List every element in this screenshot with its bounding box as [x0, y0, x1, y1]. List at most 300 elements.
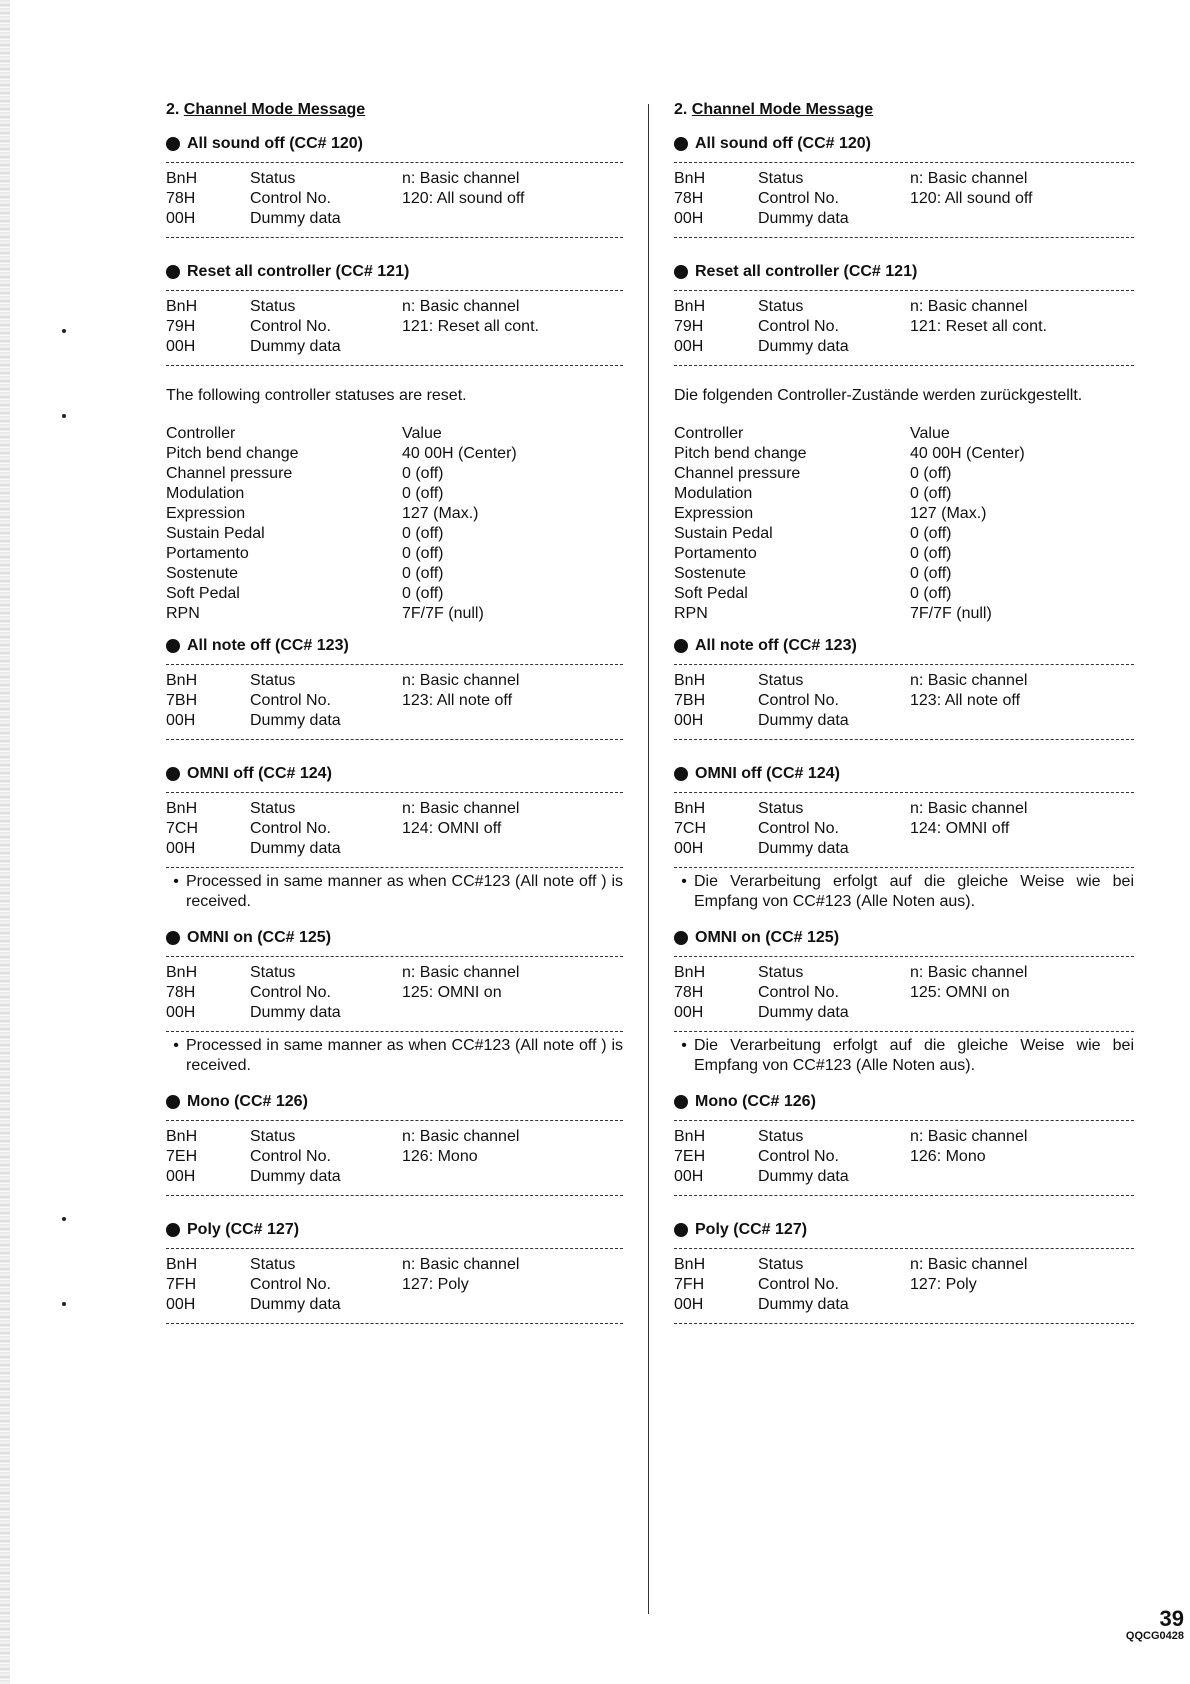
heading-number: 2. [674, 101, 688, 118]
message-row [674, 1003, 1134, 1023]
note-bullet: • [173, 873, 179, 890]
controller-row [166, 544, 623, 564]
controller-row [674, 544, 1134, 564]
hex-byte: 00H [674, 210, 704, 227]
hex-byte: BnH [674, 298, 706, 315]
byte-role: Dummy data [758, 1296, 849, 1313]
section-title [166, 762, 623, 786]
message-row [674, 1275, 1134, 1295]
message-row [166, 819, 623, 839]
section-title-text: All sound off (CC# 120) [187, 135, 364, 152]
controller-name: Soft Pedal [166, 585, 240, 602]
controller-value: 0 (off) [402, 585, 444, 602]
byte-value: 120: All sound off [402, 190, 525, 207]
controller-name: Channel pressure [166, 465, 293, 482]
message-section [166, 132, 623, 252]
scan-speck [62, 329, 66, 333]
section-note [674, 868, 1134, 918]
byte-value [402, 1167, 623, 1187]
byte-role: Status [758, 800, 804, 817]
controller-row [674, 444, 1134, 464]
byte-value [910, 1167, 1134, 1187]
controller-value: 0 (off) [910, 465, 952, 482]
byte-role: Status [250, 800, 296, 817]
controller-name: Pitch bend change [166, 445, 299, 462]
controller-row [674, 424, 1134, 444]
controller-name: Portamento [674, 545, 757, 562]
byte-value: n: Basic channel [910, 672, 1028, 689]
message-row [166, 297, 623, 317]
message-row [166, 691, 623, 711]
byte-value: n: Basic channel [402, 964, 520, 981]
byte-role: Control No. [758, 190, 839, 207]
note-text: Die Verarbeitung erfolgt auf die gleiche Weise wie bei Empfang von CC#123 (Alle Noten aus). [694, 1037, 1134, 1074]
hex-byte: 00H [674, 712, 704, 729]
spacer [674, 366, 1134, 380]
bullet-icon [674, 931, 688, 945]
page-heading [674, 98, 1134, 122]
german-column [674, 98, 1134, 1338]
message-table [674, 793, 1134, 867]
hex-byte: BnH [674, 800, 706, 817]
message-row [674, 799, 1134, 819]
scan-speck [62, 1217, 66, 1221]
message-row [674, 209, 1134, 229]
hex-byte: 79H [166, 318, 196, 335]
hex-byte: 00H [166, 210, 196, 227]
page-heading [166, 98, 623, 122]
message-row [166, 671, 623, 691]
byte-role: Status [758, 672, 804, 689]
message-table [166, 665, 623, 739]
controller-value: 40 00H (Center) [402, 445, 517, 462]
hex-byte: BnH [166, 170, 198, 187]
section-title [674, 634, 1134, 658]
bullet-icon [166, 1095, 180, 1109]
message-table [166, 793, 623, 867]
byte-value: n: Basic channel [910, 1256, 1028, 1273]
byte-value: n: Basic channel [910, 964, 1028, 981]
byte-role: Dummy data [250, 1296, 341, 1313]
hex-byte: 00H [166, 712, 196, 729]
controller-name: Portamento [166, 545, 249, 562]
byte-value: n: Basic channel [910, 298, 1028, 315]
bullet-icon [166, 1223, 180, 1237]
byte-role: Dummy data [250, 840, 341, 857]
controller-value: 0 (off) [402, 465, 444, 482]
byte-role: Control No. [758, 984, 839, 1001]
hex-byte: 00H [166, 1004, 196, 1021]
byte-value: n: Basic channel [402, 298, 520, 315]
section-title-text: All note off (CC# 123) [695, 637, 857, 654]
controller-row [674, 484, 1134, 504]
message-table [674, 1249, 1134, 1323]
byte-role: Dummy data [758, 210, 849, 227]
byte-role: Control No. [758, 820, 839, 837]
message-section [674, 260, 1134, 380]
message-row [674, 169, 1134, 189]
byte-role: Status [250, 1256, 296, 1273]
scan-speck [62, 414, 66, 418]
byte-role: Status [250, 170, 296, 187]
byte-value [910, 1295, 1134, 1315]
controller-name: Expression [166, 505, 246, 522]
section-title [674, 762, 1134, 786]
controller-row [674, 584, 1134, 604]
byte-value: 124: OMNI off [402, 820, 502, 837]
hex-byte: 7EH [166, 1148, 198, 1165]
byte-value: n: Basic channel [910, 1128, 1028, 1145]
spacer [166, 1324, 623, 1338]
controller-name: Sostenute [166, 565, 239, 582]
reset-intro: Die folgenden Controller-Zustände werden zurückgestellt. [674, 387, 1083, 404]
message-row [674, 1127, 1134, 1147]
byte-role: Control No. [758, 1276, 839, 1293]
byte-role: Dummy data [758, 1168, 849, 1185]
message-row [674, 297, 1134, 317]
message-row [674, 189, 1134, 209]
byte-role: Control No. [250, 190, 331, 207]
controller-name: RPN [166, 605, 200, 622]
controller-value: 0 (off) [402, 485, 444, 502]
byte-role: Status [758, 964, 804, 981]
scan-edge [0, 0, 10, 1684]
spacer [166, 740, 623, 754]
controller-name: Controller [166, 425, 236, 442]
section-title-text: OMNI on (CC# 125) [695, 929, 840, 946]
controller-row [166, 464, 623, 484]
message-section [674, 1218, 1134, 1338]
section-title [674, 132, 1134, 156]
controller-name: RPN [674, 605, 708, 622]
byte-role: Dummy data [758, 1004, 849, 1021]
message-row [166, 317, 623, 337]
message-row [166, 983, 623, 1003]
byte-role: Control No. [250, 1276, 331, 1293]
hex-byte: BnH [166, 298, 198, 315]
controller-table [166, 424, 623, 624]
byte-value: 123: All note off [402, 692, 513, 709]
byte-value: 123: All note off [910, 692, 1021, 709]
controller-name: Pitch bend change [674, 445, 807, 462]
spacer [166, 238, 623, 252]
note-bullet: • [681, 873, 687, 890]
section-note [166, 1032, 623, 1082]
controller-name: Expression [674, 505, 754, 522]
byte-value [910, 839, 1134, 859]
byte-role: Control No. [758, 692, 839, 709]
message-row [166, 799, 623, 819]
message-row [166, 1147, 623, 1167]
byte-value [910, 209, 1134, 229]
column-divider [648, 104, 649, 1614]
controller-row [166, 484, 623, 504]
message-table [166, 1121, 623, 1195]
controller-row [674, 524, 1134, 544]
section-title-text: Reset all controller (CC# 121) [695, 263, 918, 280]
hex-byte: 00H [166, 1296, 196, 1313]
byte-value: 127: Poly [910, 1276, 977, 1293]
english-column [166, 98, 623, 1338]
note-bullet: • [173, 1037, 179, 1054]
message-row [166, 337, 623, 357]
hex-byte: BnH [674, 170, 706, 187]
byte-role: Dummy data [758, 338, 849, 355]
message-section [166, 634, 623, 754]
section-title [166, 1090, 623, 1114]
message-row [674, 317, 1134, 337]
controller-row [166, 564, 623, 584]
byte-role: Dummy data [758, 840, 849, 857]
section-title [674, 1218, 1134, 1242]
byte-value: n: Basic channel [402, 800, 520, 817]
byte-role: Dummy data [250, 712, 341, 729]
document-code: QQCG0428 [1125, 1630, 1184, 1642]
spacer [674, 740, 1134, 754]
hex-byte: 00H [674, 1168, 704, 1185]
byte-value [402, 209, 623, 229]
message-section [674, 1090, 1134, 1210]
section-title-text: Poly (CC# 127) [187, 1221, 300, 1238]
byte-value: 127: Poly [402, 1276, 469, 1293]
byte-value [910, 337, 1134, 357]
controller-value: 0 (off) [910, 485, 952, 502]
controller-name: Controller [674, 425, 744, 442]
section-note [674, 1032, 1134, 1082]
byte-value: 125: OMNI on [402, 984, 502, 1001]
byte-value: 126: Mono [402, 1148, 478, 1165]
message-table [674, 665, 1134, 739]
message-row [674, 1255, 1134, 1275]
message-row [166, 1275, 623, 1295]
bullet-icon [166, 767, 180, 781]
controller-row [674, 464, 1134, 484]
controller-value: 127 (Max.) [910, 505, 987, 522]
section-title [166, 634, 623, 658]
spacer [674, 1324, 1134, 1338]
message-section [166, 260, 623, 380]
hex-byte: BnH [166, 964, 198, 981]
section-title-text: OMNI on (CC# 125) [187, 929, 332, 946]
message-section [166, 762, 623, 918]
section-title-text: All note off (CC# 123) [187, 637, 349, 654]
hex-byte: 7BH [166, 692, 198, 709]
page-footer [1126, 1608, 1184, 1643]
section-title [166, 132, 623, 156]
note-text: Processed in same manner as when CC#123 (All note off ) is received. [186, 873, 623, 910]
hex-byte: 7BH [674, 692, 706, 709]
controller-name: Sustain Pedal [674, 525, 773, 542]
hex-byte: BnH [674, 1128, 706, 1145]
controller-value: 7F/7F (null) [910, 605, 992, 622]
byte-role: Status [758, 298, 804, 315]
byte-role: Dummy data [250, 210, 341, 227]
message-row [674, 983, 1134, 1003]
controller-value: 0 (off) [910, 545, 952, 562]
controller-row [166, 444, 623, 464]
message-row [674, 963, 1134, 983]
note-bullet: • [681, 1037, 687, 1054]
section-title-text: OMNI off (CC# 124) [695, 765, 840, 782]
bullet-icon [674, 639, 688, 653]
controller-value: Value [402, 425, 442, 442]
message-row [674, 671, 1134, 691]
hex-byte: BnH [166, 800, 198, 817]
byte-value: 126: Mono [910, 1148, 986, 1165]
controller-row [674, 564, 1134, 584]
message-row [674, 1167, 1134, 1187]
bullet-icon [674, 1223, 688, 1237]
message-row [166, 1255, 623, 1275]
spacer [674, 238, 1134, 252]
byte-value: n: Basic channel [402, 1128, 520, 1145]
hex-byte: 79H [674, 318, 704, 335]
hex-byte: 78H [674, 190, 704, 207]
controller-name: Sostenute [674, 565, 747, 582]
note-text: Die Verarbeitung erfolgt auf die gleiche Weise wie bei Empfang von CC#123 (Alle Noten aus). [694, 873, 1134, 910]
controller-value: 0 (off) [910, 585, 952, 602]
controller-row [166, 504, 623, 524]
message-row [166, 189, 623, 209]
controller-row [166, 424, 623, 444]
controller-value: 40 00H (Center) [910, 445, 1025, 462]
spacer [674, 1196, 1134, 1210]
controller-name: Modulation [674, 485, 753, 502]
message-section [674, 132, 1134, 252]
heading-text: Channel Mode Message [691, 101, 874, 118]
message-section [166, 1090, 623, 1210]
bullet-icon [674, 137, 688, 151]
byte-value: 121: Reset all cont. [402, 318, 539, 335]
byte-value: n: Basic channel [402, 672, 520, 689]
section-title [674, 260, 1134, 284]
byte-role: Status [758, 1256, 804, 1273]
bullet-icon [166, 137, 180, 151]
byte-value: n: Basic channel [402, 1256, 520, 1273]
hex-byte: 00H [674, 1004, 704, 1021]
hex-byte: 7FH [166, 1276, 197, 1293]
note-text: Processed in same manner as when CC#123 (All note off ) is received. [186, 1037, 623, 1074]
section-note [166, 868, 623, 918]
message-row [674, 691, 1134, 711]
byte-value [402, 711, 623, 731]
message-row [166, 209, 623, 229]
byte-value [402, 1295, 623, 1315]
message-row [166, 169, 623, 189]
message-table [674, 1121, 1134, 1195]
byte-value [910, 711, 1134, 731]
heading-number: 2. [166, 101, 180, 118]
hex-byte: 00H [166, 840, 196, 857]
byte-role: Control No. [250, 984, 331, 1001]
hex-byte: 7CH [166, 820, 199, 837]
message-table [166, 1249, 623, 1323]
message-row [674, 839, 1134, 859]
hex-byte: BnH [674, 964, 706, 981]
hex-byte: 00H [674, 840, 704, 857]
bullet-icon [674, 265, 688, 279]
page-number: 39 [1159, 1606, 1184, 1631]
hex-byte: 00H [166, 338, 196, 355]
message-row [674, 337, 1134, 357]
byte-role: Control No. [758, 318, 839, 335]
hex-byte: BnH [166, 1128, 198, 1145]
heading-text: Channel Mode Message [183, 101, 366, 118]
message-row [166, 1003, 623, 1023]
byte-role: Status [250, 298, 296, 315]
reset-intro: The following controller statuses are reset. [166, 387, 467, 404]
controller-value: 0 (off) [402, 525, 444, 542]
controller-row [166, 524, 623, 544]
message-section [674, 762, 1134, 918]
hex-byte: 78H [674, 984, 704, 1001]
bullet-icon [166, 265, 180, 279]
bullet-icon [674, 767, 688, 781]
message-row [674, 711, 1134, 731]
controller-row [674, 604, 1134, 624]
byte-value: 121: Reset all cont. [910, 318, 1047, 335]
message-row [674, 819, 1134, 839]
message-row [674, 1147, 1134, 1167]
hex-byte: 7CH [674, 820, 707, 837]
message-table [674, 163, 1134, 237]
controller-value: 0 (off) [402, 565, 444, 582]
message-row [166, 963, 623, 983]
byte-role: Dummy data [250, 1168, 341, 1185]
byte-role: Dummy data [250, 338, 341, 355]
hex-byte: BnH [166, 672, 198, 689]
message-table [166, 957, 623, 1031]
byte-value: n: Basic channel [910, 170, 1028, 187]
byte-value: n: Basic channel [402, 170, 520, 187]
controller-value: 0 (off) [910, 525, 952, 542]
bullet-icon [166, 931, 180, 945]
hex-byte: 78H [166, 190, 196, 207]
byte-role: Control No. [250, 1148, 331, 1165]
byte-role: Status [250, 964, 296, 981]
section-title [674, 1090, 1134, 1114]
byte-role: Control No. [758, 1148, 839, 1165]
message-section [166, 1218, 623, 1338]
byte-role: Status [758, 170, 804, 187]
message-row [166, 711, 623, 731]
message-section [166, 926, 623, 1082]
byte-value: 120: All sound off [910, 190, 1033, 207]
spacer [166, 1196, 623, 1210]
message-table [674, 291, 1134, 365]
scan-speck [62, 1302, 66, 1306]
controller-table [674, 424, 1134, 624]
byte-value: 124: OMNI off [910, 820, 1010, 837]
controller-name: Soft Pedal [674, 585, 748, 602]
message-row [166, 1167, 623, 1187]
message-table [166, 291, 623, 365]
spacer [166, 366, 623, 380]
controller-row [166, 604, 623, 624]
controller-value: Value [910, 425, 950, 442]
controller-value: 7F/7F (null) [402, 605, 484, 622]
controller-row [166, 584, 623, 604]
hex-byte: 00H [674, 338, 704, 355]
controller-row [674, 504, 1134, 524]
byte-value [402, 839, 623, 859]
message-table [166, 163, 623, 237]
byte-role: Status [758, 1128, 804, 1145]
section-title-text: All sound off (CC# 120) [695, 135, 872, 152]
byte-value: 125: OMNI on [910, 984, 1010, 1001]
message-row [674, 1295, 1134, 1315]
bullet-icon [166, 639, 180, 653]
